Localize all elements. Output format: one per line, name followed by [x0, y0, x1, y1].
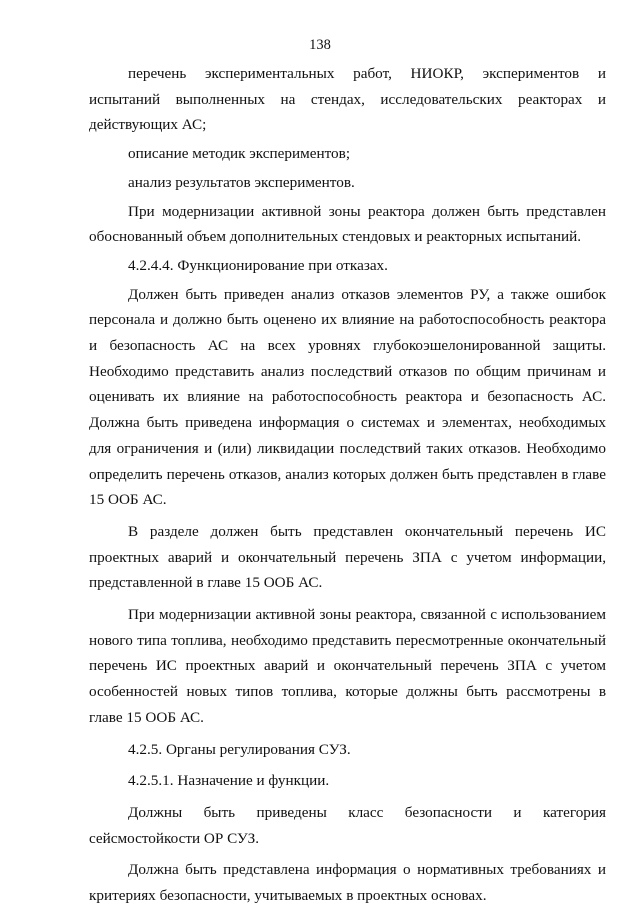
section-heading-4-2-5: 4.2.5. Органы регулирования СУЗ. — [128, 740, 351, 758]
paragraph-final-initiating-events-list: В разделе должен быть представлен окончательный перечень ИС проектных аварий и окончательный перечень ЗПА с учетом информации, представленной в главе 15 ООБ АС. — [89, 522, 606, 592]
paragraph-failure-analysis: Должен быть приведен анализ отказов элементов РУ, а также ошибок персонала и должно быть оценено их влияние на работоспособность реактора и безопасность АС на всех уровнях глубокоэшелонированной защиты. Необходимо представить анализ последствий отказов по общим причинам и оценивать их влияние на работоспособность реактора и безопасность АС. Должна быть приведена информация о системах и элементах, необходимых для ограничения и (или) ликвидации последствий таких отказов. Необходимо определить перечень отказов, анализ которых должен быть представлен в главе 15 ООБ АС. — [89, 285, 606, 509]
paragraph-core-modernization-tests: При модернизации активной зоны реактора должен быть представлен обоснованный объем дополнительных стендовых и реакторных испытаний. — [89, 202, 606, 246]
paragraph-new-fuel-modernization: При модернизации активной зоны реактора, связанной с использованием нового типа топлива, необходимо представить пересмотренные окончательный перечень ИС проектных аварий и окончательный перечень ЗПА с учетом особенностей новых типов топлива, которые должны быть рассмотрены в главе 15 ООБ АС. — [89, 606, 606, 726]
page-body — [89, 61, 606, 909]
section-heading-4-2-5-1: 4.2.5.1. Назначение и функции. — [128, 772, 330, 790]
section-heading-4-2-4-4: 4.2.4.4. Функционирование при отказах. — [128, 256, 388, 274]
paragraph-experimental-works-list: перечень экспериментальных работ, НИОКР, экспериментов и испытаний выполненных на стендах, исследовательских реакторах и действующих АС; — [89, 65, 606, 134]
paragraph-results-analysis: анализ результатов экспериментов. — [128, 173, 355, 191]
paragraph-safety-class-seismic: Должны быть приведены класс безопасности и категория сейсмостойкости ОР СУЗ. — [89, 803, 606, 847]
page-number: 138 — [309, 37, 331, 53]
paragraph-normative-requirements: Должна быть представлена информация о нормативных требованиях и критериях безопасности, учитываемых в проектных основах. — [89, 861, 606, 905]
paragraph-methods-description: описание методик экспериментов; — [128, 145, 351, 163]
